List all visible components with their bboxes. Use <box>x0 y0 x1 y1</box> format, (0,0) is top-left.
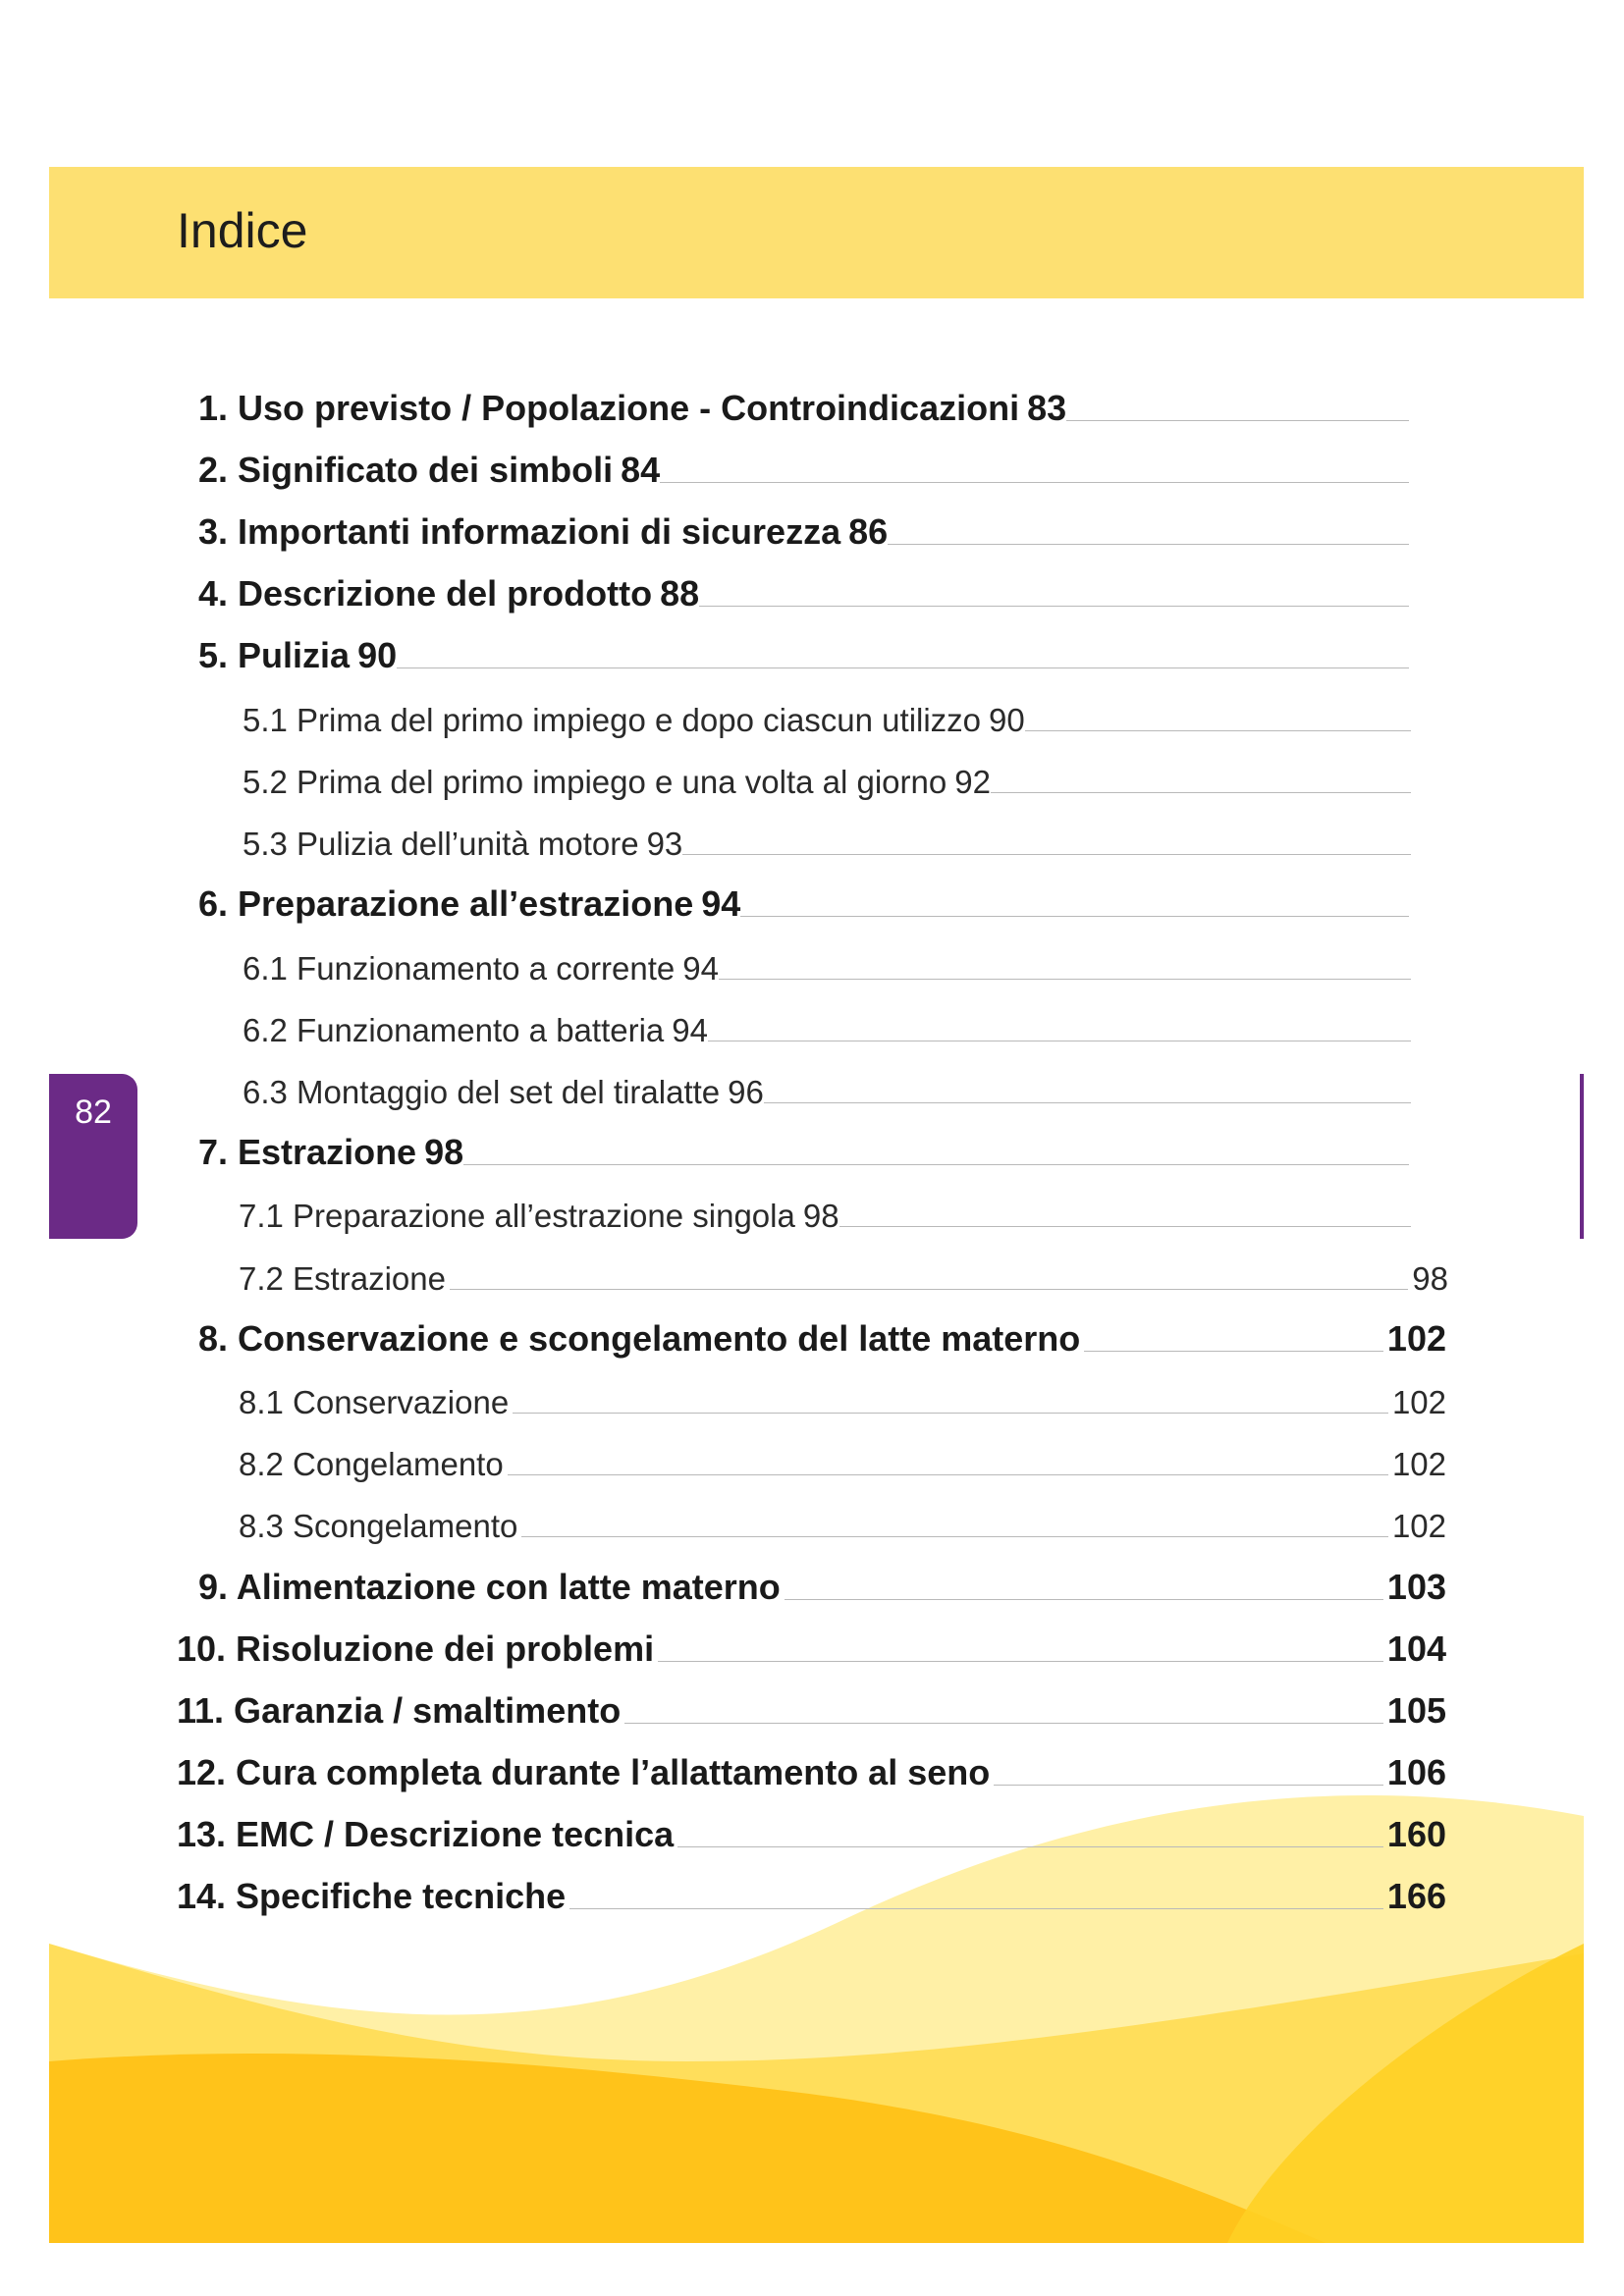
leader-line <box>658 1661 1383 1662</box>
toc-entry-label: 6.1 Funzionamento a corrente <box>243 950 676 987</box>
toc-entry-label: 7.2 Estrazione <box>239 1260 446 1297</box>
toc-entry-page: 106 <box>1386 1752 1446 1792</box>
toc-entry-14[interactable] <box>177 1868 1446 1917</box>
toc-entry-page: 96 <box>728 1074 764 1110</box>
toc-entry-8[interactable] <box>198 1310 1446 1360</box>
leader-line <box>569 1908 1383 1909</box>
toc-entry-9[interactable] <box>198 1559 1446 1608</box>
toc-entry-label: 6.3 Montaggio del set del tiralatte <box>243 1074 721 1110</box>
toc-entry-page: 102 <box>1391 1446 1446 1482</box>
toc-entry-4[interactable] <box>198 565 1409 614</box>
leader-line <box>508 1474 1388 1475</box>
toc-entry-8-1[interactable] <box>239 1372 1446 1421</box>
toc-entry-6[interactable] <box>198 876 1409 925</box>
page-number: 82 <box>75 1094 112 1131</box>
toc-entry-page: 94 <box>701 883 741 924</box>
toc-entry-label: 5.3 Pulizia dell’unità motore <box>243 826 639 862</box>
leader-line <box>521 1536 1388 1537</box>
toc-entry-5[interactable] <box>198 627 1409 676</box>
toc-entry-page: 94 <box>682 950 719 987</box>
toc-entry-label: 10. Risoluzione dei problemi <box>177 1629 655 1669</box>
toc-entry-page: 83 <box>1027 388 1067 428</box>
toc-entry-label: 9. Alimentazione con latte materno <box>198 1567 781 1607</box>
leader-line <box>450 1289 1408 1290</box>
toc-entry-page: 98 <box>424 1132 464 1172</box>
toc-entry-label: 7. Estrazione <box>198 1132 417 1172</box>
toc-entry-label: 8.3 Scongelamento <box>239 1508 518 1544</box>
toc-entry-label: 8.1 Conservazione <box>239 1384 510 1420</box>
toc-entry-label: 6.2 Funzionamento a batteria <box>243 1012 665 1048</box>
leader-line <box>513 1413 1388 1414</box>
toc-entry-label: 5. Pulizia <box>198 635 351 675</box>
leader-line <box>1084 1351 1383 1352</box>
toc-entry-6-1[interactable] <box>243 938 1411 988</box>
leader-line <box>888 544 1409 545</box>
toc-entry-label: 8. Conservazione e scongelamento del latte materno <box>198 1318 1081 1359</box>
toc-entry-label: 2. Significato dei simboli <box>198 450 614 490</box>
toc-entry-8-2[interactable] <box>239 1434 1446 1483</box>
toc-entry-10[interactable] <box>177 1621 1446 1670</box>
toc-entry-label: 13. EMC / Descrizione tecnica <box>177 1814 675 1854</box>
toc-entry-12[interactable] <box>177 1744 1446 1793</box>
toc-entry-page: 93 <box>646 826 683 862</box>
leader-line <box>1025 730 1411 731</box>
toc-entry-11[interactable] <box>177 1682 1446 1732</box>
toc-entry-label: 11. Garanzia / smaltimento <box>177 1690 622 1731</box>
leader-line <box>785 1599 1383 1600</box>
leader-line <box>740 916 1409 917</box>
leader-line <box>1066 420 1409 421</box>
leader-line <box>682 854 1411 855</box>
toc-entry-page: 166 <box>1386 1876 1446 1916</box>
toc-entry-page: 98 <box>1412 1260 1448 1297</box>
toc-entry-7-1[interactable] <box>239 1186 1411 1235</box>
toc-entry-13[interactable] <box>177 1806 1446 1855</box>
toc-entry-5-3[interactable] <box>243 814 1411 863</box>
leader-line <box>699 606 1409 607</box>
toc-entry-5-1[interactable] <box>243 690 1411 739</box>
leader-line <box>991 792 1411 793</box>
leader-line <box>839 1226 1411 1227</box>
toc-entry-page: 160 <box>1386 1814 1446 1854</box>
toc-entry-6-2[interactable] <box>243 1000 1411 1049</box>
toc-entry-label: 5.1 Prima del primo impiego e dopo ciascun utilizzo <box>243 702 982 738</box>
toc-entry-label: 7.1 Preparazione all’estrazione singola <box>239 1198 795 1234</box>
toc-entry-page: 94 <box>672 1012 708 1048</box>
toc-entry-page: 90 <box>989 702 1025 738</box>
toc-entry-page: 103 <box>1386 1567 1446 1607</box>
toc-entry-3[interactable] <box>198 504 1409 553</box>
toc-entry-8-3[interactable] <box>239 1496 1446 1545</box>
toc-entry-label: 12. Cura completa durante l’allattamento al seno <box>177 1752 991 1792</box>
toc-entry-page: 105 <box>1386 1690 1446 1731</box>
toc-entry-page: 90 <box>357 635 398 675</box>
leader-line <box>719 979 1411 980</box>
toc-entry-label: 8.2 Congelamento <box>239 1446 504 1482</box>
toc-entry-7[interactable] <box>198 1124 1409 1173</box>
toc-entry-page: 102 <box>1391 1508 1446 1544</box>
toc-entry-2[interactable] <box>198 442 1409 491</box>
leader-line <box>994 1785 1383 1786</box>
toc-entry-page: 92 <box>954 764 991 800</box>
page-title: Indice <box>177 203 308 258</box>
toc-entry-1[interactable] <box>198 380 1409 429</box>
toc-entry-page: 86 <box>848 511 889 552</box>
toc-entry-page: 102 <box>1391 1384 1446 1420</box>
leader-line <box>677 1846 1383 1847</box>
leader-line <box>660 482 1409 483</box>
toc-entry-label: 3. Importanti informazioni di sicurezza <box>198 511 841 552</box>
toc-entry-label: 14. Specifiche tecniche <box>177 1876 567 1916</box>
leader-line <box>397 667 1409 668</box>
toc-entry-page: 88 <box>660 573 700 614</box>
toc-entry-label: 4. Descrizione del prodotto <box>198 573 653 614</box>
toc-entry-label: 6. Preparazione all’estrazione <box>198 883 694 924</box>
toc-entry-page: 104 <box>1386 1629 1446 1669</box>
toc-entry-label: 1. Uso previsto / Popolazione - Controindicazioni <box>198 388 1020 428</box>
toc-entry-7-2[interactable] <box>239 1249 1448 1298</box>
toc-entry-page: 102 <box>1386 1318 1446 1359</box>
leader-line <box>463 1164 1409 1165</box>
toc-entry-label: 5.2 Prima del primo impiego e una volta al giorno <box>243 764 947 800</box>
toc-entry-5-2[interactable] <box>243 752 1411 801</box>
leader-line <box>764 1102 1411 1103</box>
toc-entry-page: 98 <box>802 1198 839 1234</box>
toc-entry-6-3[interactable] <box>243 1062 1411 1111</box>
toc-entry-page: 84 <box>621 450 661 490</box>
leader-line <box>624 1723 1383 1724</box>
